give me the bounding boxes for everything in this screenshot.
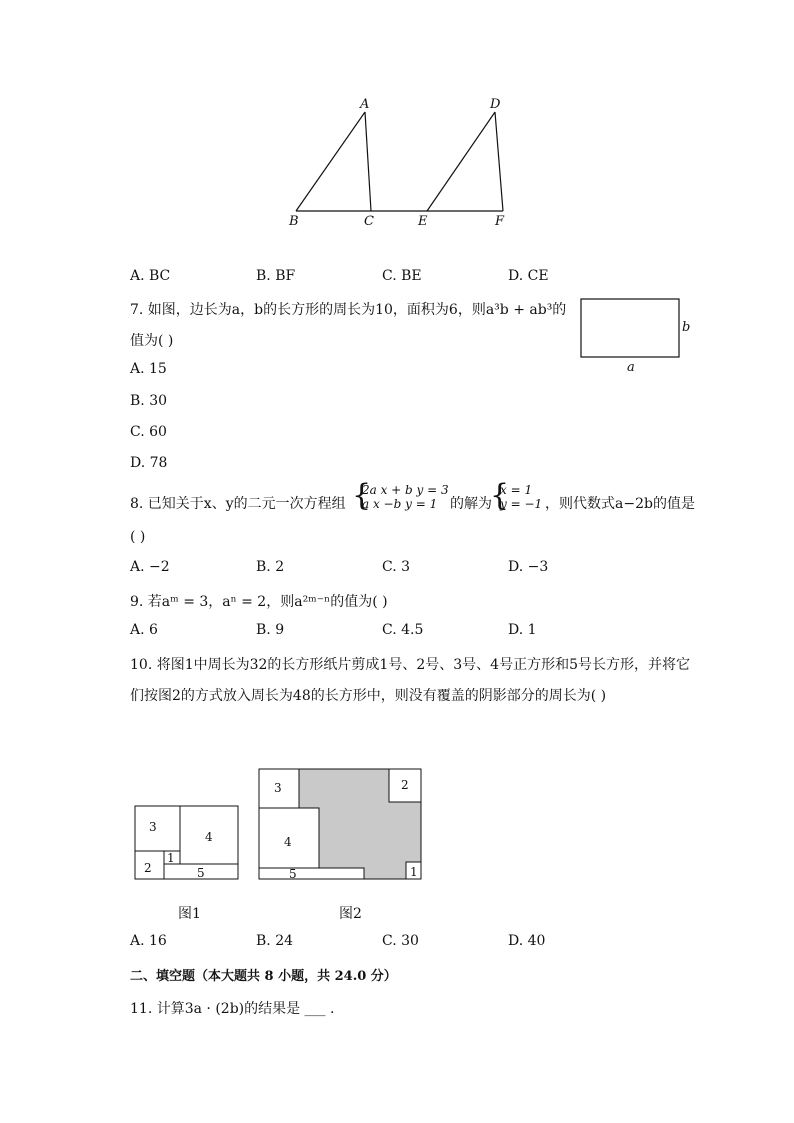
rect-label-a: a (627, 360, 635, 374)
segment-ab (296, 112, 365, 211)
section-2-heading: 二、填空题（本大题共 8 小题，共 24.0 分） (130, 969, 397, 984)
q8-option-b[interactable]: B. 2 (256, 559, 285, 575)
q8-option-d[interactable]: D. −3 (508, 559, 549, 575)
q9-question: 9. 若aᵐ = 3，aⁿ = 2，则a²ᵐ⁻ⁿ的值为( ) (130, 594, 388, 610)
q8-option-c[interactable]: C. 3 (382, 559, 411, 575)
q10-option-b[interactable]: B. 24 (256, 933, 294, 949)
point-label-e: E (418, 214, 428, 229)
point-label-f: F (495, 214, 505, 229)
rectangle-shape (581, 299, 679, 357)
segment-ac (365, 112, 371, 211)
fig1-label-5: 5 (197, 866, 205, 880)
q6-option-a[interactable]: A. BC (130, 268, 171, 284)
point-label-a: A (360, 97, 370, 112)
q8-solution-2: y = −1 (500, 497, 543, 511)
q9-option-b[interactable]: B. 9 (256, 622, 285, 638)
rect-label-b: b (682, 320, 691, 335)
fig2-label-5: 5 (289, 867, 297, 881)
fig2-label-1: 1 (410, 865, 418, 879)
fig1-label-2: 2 (144, 861, 152, 875)
q8-equation-1: 2a x + b y = 3 (362, 483, 449, 497)
q7-question-line2: 值为( ) (130, 333, 174, 349)
q7-rectangle-figure (576, 294, 696, 374)
q10-figure-1 (130, 800, 245, 886)
q6-option-b[interactable]: B. BF (256, 268, 296, 284)
q11-question: 11. 计算3a · (2b)的结果是 ___ . (130, 1001, 335, 1017)
fig1-label-1: 1 (167, 851, 175, 865)
fig1-label-4: 4 (205, 830, 213, 844)
fig2-label-4: 4 (284, 835, 292, 849)
q10-figure-1-caption: 图1 (178, 906, 201, 922)
q8-option-a[interactable]: A. −2 (130, 559, 170, 575)
fig1-label-3: 3 (149, 820, 157, 834)
fig2-rect-5 (259, 868, 364, 879)
q10-question-line2: 们按图2的方式放入周长为48的长方形中，则没有覆盖的阴影部分的周长为( ) (130, 688, 607, 704)
q10-question-line1: 10. 将图1中周长为32的长方形纸片剪成1号、2号、3号、4号正方形和5号长方形，并将它 (130, 657, 690, 673)
q10-option-c[interactable]: C. 30 (382, 933, 419, 949)
q8-question-suffix: ，则代数式a−2b的值是 (545, 496, 695, 512)
q10-option-d[interactable]: D. 40 (508, 933, 546, 949)
q8-solution-brace: { (490, 478, 510, 513)
q9-option-c[interactable]: C. 4.5 (382, 622, 424, 638)
point-label-c: C (364, 214, 374, 229)
q8-solution-1: x = 1 (500, 483, 533, 497)
fig2-label-3: 3 (274, 781, 282, 795)
q7-option-d[interactable]: D. 78 (130, 455, 168, 471)
q8-system-brace: { (352, 478, 372, 513)
point-label-d: D (490, 97, 501, 112)
fig1-square-3 (135, 806, 180, 851)
q8-equation-2: a x −b y = 1 (362, 497, 438, 511)
q8-question-prefix: 8. 已知关于x、y的二元一次方程组 (130, 496, 346, 512)
q10-option-a[interactable]: A. 16 (130, 933, 167, 949)
q8-question-mid: 的解为 (450, 496, 492, 512)
segment-df (495, 112, 503, 211)
q6-triangles-figure (280, 90, 520, 235)
q9-option-a[interactable]: A. 6 (130, 622, 158, 638)
q10-figure-2 (254, 764, 426, 886)
q8-question-line2: ( ) (130, 529, 146, 545)
q10-figure-2-caption: 图2 (339, 906, 362, 922)
q6-option-c[interactable]: C. BE (382, 268, 422, 284)
q7-option-c[interactable]: C. 60 (130, 424, 167, 440)
q7-option-a[interactable]: A. 15 (130, 361, 167, 377)
point-label-b: B (289, 214, 299, 229)
q6-option-d[interactable]: D. CE (508, 268, 549, 284)
fig2-label-2: 2 (401, 778, 409, 792)
segment-de (427, 112, 495, 211)
q9-option-d[interactable]: D. 1 (508, 622, 537, 638)
q7-option-b[interactable]: B. 30 (130, 393, 168, 409)
q7-question-line1: 7. 如图，边长为a，b的长方形的周长为10，面积为6，则a³b + ab³的 (130, 302, 567, 318)
